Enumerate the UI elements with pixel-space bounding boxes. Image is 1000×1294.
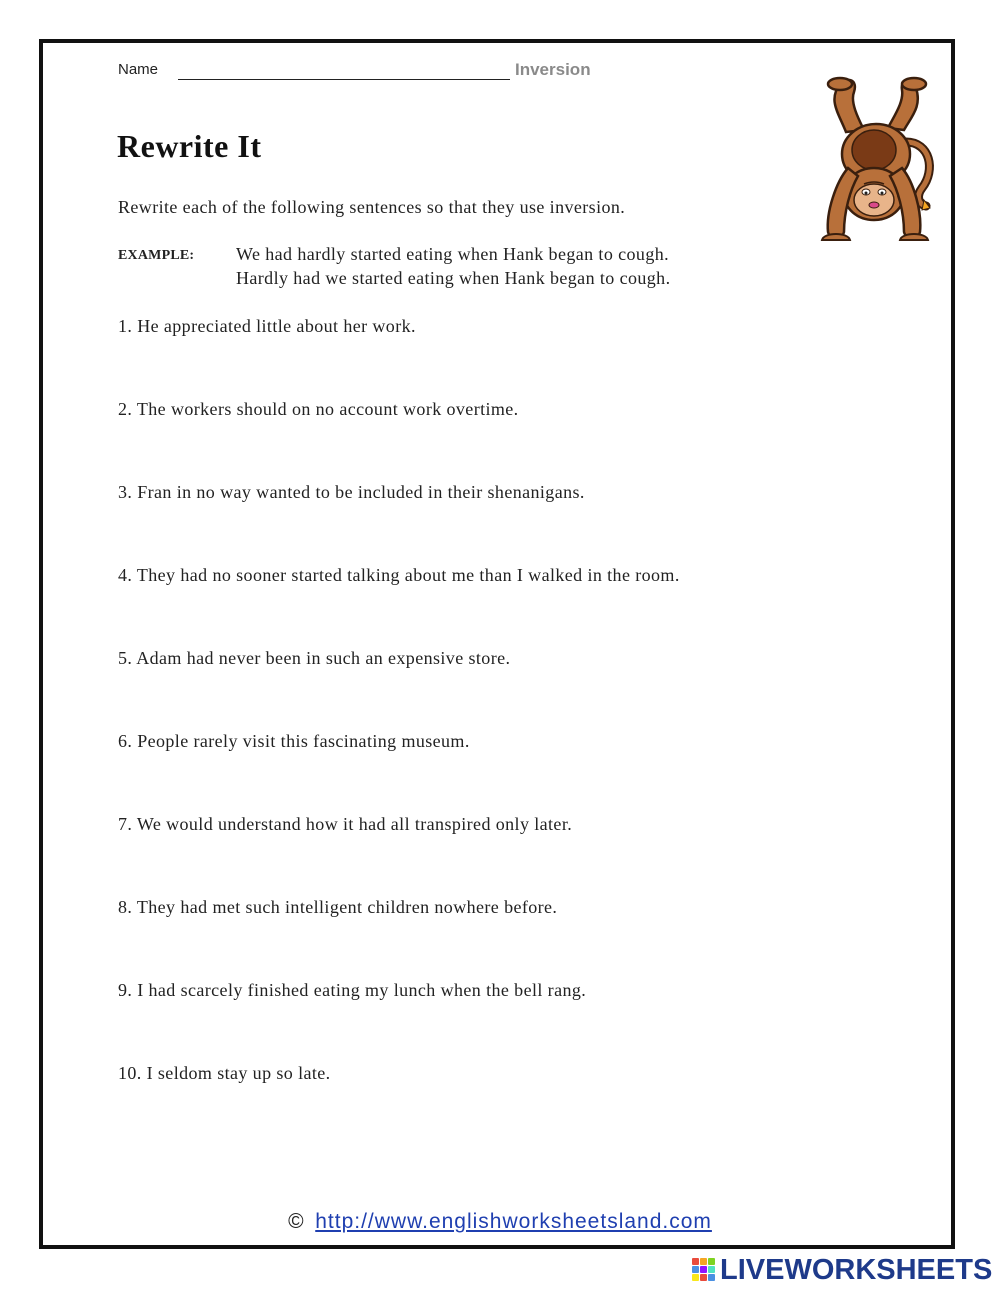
- copyright-symbol: ©: [288, 1210, 304, 1233]
- question-2: 2. The workers should on no account work overtime.: [118, 399, 519, 419]
- liveworksheets-logo-icon: [692, 1258, 716, 1282]
- question-4: 4. They had no sooner started talking about me than I walked in the room.: [118, 565, 680, 585]
- question-9: 9. I had scarcely finished eating my lunch when the bell rang.: [118, 980, 587, 1000]
- example-label: EXAMPLE:: [118, 248, 195, 263]
- instructions-text: Rewrite each of the following sentences so that they use inversion.: [118, 197, 626, 217]
- name-field[interactable]: [178, 79, 510, 80]
- website-link[interactable]: http://www.englishworksheetsland.com: [315, 1210, 712, 1233]
- question-5: 5. Adam had never been in such an expensive store.: [118, 648, 511, 668]
- question-8: 8. They had met such intelligent children nowhere before.: [118, 897, 558, 917]
- liveworksheets-logo-text: LIVEWORKSHEETS: [720, 1253, 993, 1286]
- example-rewritten-sentence: Hardly had we started eating when Hank began to cough.: [236, 268, 671, 288]
- example-original-sentence: We had hardly started eating when Hank began to cough.: [236, 244, 670, 264]
- question-1: 1. He appreciated little about her work.: [118, 316, 416, 336]
- footer: [0, 1210, 1000, 1234]
- worksheet-title: Rewrite It: [117, 128, 262, 164]
- question-7: 7. We would understand how it had all transpired only later.: [118, 814, 573, 834]
- monkey-handstand-illustration: [818, 72, 942, 250]
- topic-label: Inversion: [515, 60, 591, 79]
- question-3: 3. Fran in no way wanted to be included in their shenanigans.: [118, 482, 585, 502]
- question-6: 6. People rarely visit this fascinating museum.: [118, 731, 470, 751]
- name-label: Name: [118, 61, 159, 78]
- liveworksheets-logo[interactable]: [692, 1252, 992, 1288]
- question-10: 10. I seldom stay up so late.: [118, 1063, 331, 1083]
